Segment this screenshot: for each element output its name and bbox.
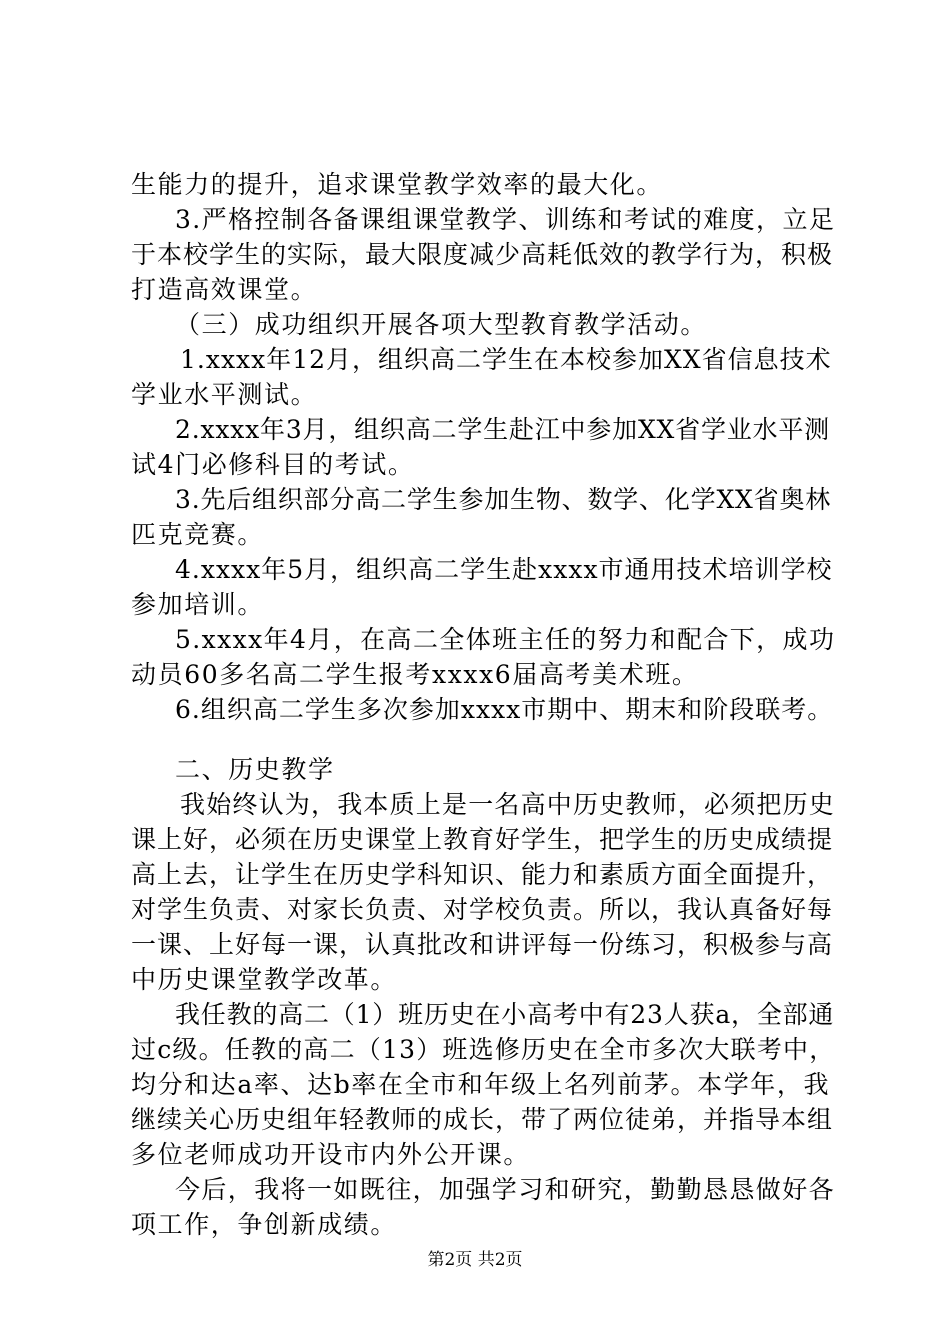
text-line: 高上去，让学生在历史学科知识、能力和素质方面全面提升， xyxy=(131,860,834,889)
text-line: 过c级。任教的高二（13）班选修历史在全市多次大联考中， xyxy=(131,1035,836,1064)
text-line: 于本校学生的实际，最大限度减少高耗低效的教学行为，积极 xyxy=(131,240,834,269)
text-line: 今后，我将一如既往，加强学习和研究，勤勤恳恳做好各 xyxy=(175,1175,836,1204)
text-line: 生能力的提升，追求课堂教学效率的最大化。 xyxy=(131,170,664,199)
text-line: 我始终认为，我本质上是一名高中历史教师，必须把历史 xyxy=(180,790,836,819)
text-line: 继续关心历史组年轻教师的成长，带了两位徒弟，并指导本组 xyxy=(131,1105,834,1134)
text-line: 一课、上好每一课，认真批改和讲评每一份练习，积极参与高 xyxy=(131,930,834,959)
section-heading: 二、历史教学 xyxy=(175,755,335,784)
text-line: 我任教的高二（1）班历史在小高考中有23人获a，全部通 xyxy=(175,1000,835,1029)
text-line: 参加培训。 xyxy=(131,590,265,619)
text-line: 3.先后组织部分高二学生参加生物、数学、化学XX省奥林 xyxy=(175,485,832,514)
page-footer: 第2页 共2页 xyxy=(427,1250,523,1270)
text-line: 项工作，争创新成绩。 xyxy=(131,1210,398,1239)
text-line: 匹克竞赛。 xyxy=(131,520,265,549)
text-line: 中历史课堂教学改革。 xyxy=(131,965,398,994)
text-line: 2.xxxx年3月，组织高二学生赴江中参加XX省学业水平测 xyxy=(175,415,830,444)
text-line: 均分和达a率、达b率在全市和年级上名列前茅。本学年，我 xyxy=(131,1070,831,1099)
text-line: 5.xxxx年4月，在高二全体班主任的努力和配合下，成功 xyxy=(175,625,836,654)
text-line: 课上好，必须在历史课堂上教育好学生，把学生的历史成绩提 xyxy=(131,825,834,854)
text-line: 多位老师成功开设市内外公开课。 xyxy=(131,1140,531,1169)
text-line: 3.严格控制各备课组课堂教学、训练和考试的难度，立足 xyxy=(175,205,836,234)
text-line: 6.组织高二学生多次参加xxxx市期中、期末和阶段联考。 xyxy=(175,695,834,724)
text-line: 试4门必修科目的考试。 xyxy=(131,450,415,479)
text-line: 对学生负责、对家长负责、对学校负责。所以，我认真备好每 xyxy=(131,895,834,924)
text-line: 1.xxxx年12月，组织高二学生在本校参加XX省信息技术 xyxy=(180,345,832,374)
text-line: 动员60多名高二学生报考xxxx6届高考美术班。 xyxy=(131,660,699,689)
text-line: 4.xxxx年5月，组织高二学生赴xxxx市通用技术培训学校 xyxy=(175,555,833,584)
text-line: 打造高效课堂。 xyxy=(131,275,318,304)
text-line: 学业水平测试。 xyxy=(131,380,318,409)
section-heading: （三）成功组织开展各项大型教育教学活动。 xyxy=(175,310,708,339)
